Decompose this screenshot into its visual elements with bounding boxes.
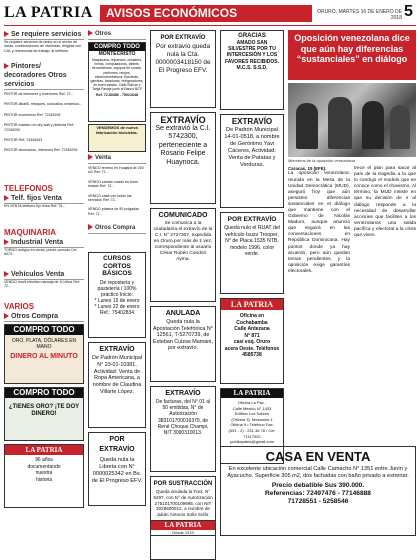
section-heading: Telf. fijos Venta xyxy=(4,194,84,204)
triangle-bullet-icon xyxy=(88,224,93,230)
ad-email: publilapatria@gmail.com xyxy=(230,439,274,445)
ad-line: N° 871 xyxy=(244,332,260,339)
section-heading: Industrial Venta xyxy=(4,238,84,248)
ad-text: Por extravío queda nula la Cta. 0000003418150 de El Progreso EFV. xyxy=(155,43,211,74)
person-silhouette xyxy=(390,105,410,149)
triangle-bullet-icon xyxy=(4,271,9,277)
promo-logo: LA PATRIA xyxy=(5,445,83,455)
bicycle-ad: VENDEMOS de nueva fabricación bicicletas. xyxy=(88,124,146,152)
triangle-bullet-icon xyxy=(4,313,9,319)
article-column xyxy=(354,166,416,429)
compro-todo-ad xyxy=(4,324,84,384)
ad-line: casi esq. Oruro xyxy=(233,339,271,345)
triangle-bullet-icon xyxy=(4,195,9,201)
ad-title: COMUNICADO xyxy=(158,212,208,219)
ad-text: Queda nula la Libreta con N° 0000025342 en Bs. de El Progreso EFV. xyxy=(91,457,143,484)
ad-ref: Ref.: 75402834 xyxy=(99,309,135,316)
triangle-bullet-icon xyxy=(4,63,9,69)
article-title: Oposición venezolana dice que aún hay diferencias “sustanciales” en diálogo xyxy=(288,30,416,80)
por-extravio-ad xyxy=(220,212,284,294)
ad-line: Oficina 9 • Teléfono Fax: xyxy=(230,422,274,428)
article-photo xyxy=(288,83,416,157)
ad-title: CASA EN VENTA xyxy=(265,449,371,464)
ad-text: Queda nulo el RUAT del vehículo Isuzu Trooper, N° de Placa 1535 NTB, modelo 1996, color verde. xyxy=(224,225,280,258)
classified-list xyxy=(88,166,146,224)
promo-line: historia xyxy=(35,476,53,483)
classified-item: PINTOR Ref: 74345343 xyxy=(4,138,43,143)
ad-title: ANULADA xyxy=(165,310,201,317)
article-column xyxy=(288,166,350,429)
column-2 xyxy=(88,30,146,536)
ad-title: POR EXTRAVÍO xyxy=(227,216,277,223)
ad-title: CURSOS CORTOS BÁSICOS xyxy=(102,255,132,277)
la-patria-mini-ad xyxy=(150,520,216,536)
classified-item: PINTOR albañil, retoques, colocados cerámica... xyxy=(4,102,82,107)
triangle-bullet-icon xyxy=(88,30,93,36)
ad-line: 71117920 xyxy=(243,433,261,439)
category-telefonos: TELEFONOS xyxy=(4,184,53,193)
article-body xyxy=(288,166,416,429)
ad-line: (Oficina 3). Mezanine 1 xyxy=(231,416,273,422)
ad-subtitle: MONTECRISTO xyxy=(98,51,136,57)
ad-text: ¿TIENES ORO? ¡TE DOY DINERO! xyxy=(8,404,80,417)
ad-logo: LA PATRIA xyxy=(151,521,215,530)
ad-title: EXTRAVÍO xyxy=(231,117,273,126)
column-1 xyxy=(4,30,84,535)
promo-line: 96 años xyxy=(35,457,53,463)
ad-text: Queda nula la Apostación Telefónica N° 12561, T-5270739, de Esteban Cuizas Mamani, por extravío. xyxy=(153,319,213,352)
section-heading: Venta xyxy=(88,154,146,164)
cursos-ad xyxy=(88,252,146,338)
ad-title: POR EXTRAVÍO xyxy=(160,35,206,41)
classified-item: VENDO terreno en Huajara de 200 m2 Ref: 72... xyxy=(88,166,144,175)
triangle-bullet-icon xyxy=(88,154,93,160)
section-heading: Se requiere servicios xyxy=(4,30,84,40)
ad-text: ORO, PLATA, DÓLARES EN MANO xyxy=(11,338,77,350)
classified-text: VENDO movil eléctrico naranja de 10 años Ref: 72... xyxy=(4,280,80,289)
ad-phone: Ref. 72.80386 - 75021648 xyxy=(96,92,138,97)
ad-subtitle: DINERO AL MINUTO xyxy=(10,353,78,360)
ad-text: Maquinaria, repuestos, celulares, líneas, computadoras, tablets, herramientas, equipos de sonido, perfumes, relojes, electrodomésticos, bicicletas, garrafas, lavadoras, refrigeradores, en buen estado. Calle Bolívar y Tarija Pasaje junto al Banco BCP xyxy=(90,58,144,92)
sustraccion-ad xyxy=(150,476,216,560)
news-article xyxy=(288,30,416,440)
ad-title: COMPRO TODO xyxy=(5,325,83,335)
ad-title: COMPRO TODO xyxy=(89,43,145,51)
classified-item: VENDO casa con todos los servicios Ref: 72... xyxy=(88,193,132,203)
gracias-ad xyxy=(220,30,284,110)
classified-list xyxy=(4,92,84,184)
triangle-bullet-icon xyxy=(4,239,9,245)
ad-line: acera Oeste. Teléfonos xyxy=(224,345,280,352)
article-dateline: Caracas, 15 (EFE). xyxy=(288,166,327,171)
classified-item: PINTOR maestro en dry wall y pinturas Ref: 72345292 xyxy=(4,123,74,132)
ad-line: Calle México N° 1433 xyxy=(232,405,272,411)
ad-line: (591 - 2) - 231 36 78 / Cel. xyxy=(228,427,276,433)
promo-line: documentando xyxy=(27,463,61,470)
photo-caption: Miembros de la oposición venezolana. xyxy=(288,158,357,163)
ad-ref: 71728551 - 5258546 xyxy=(287,498,349,505)
page-number: 5 xyxy=(404,3,413,20)
ad-line: Oficina La Paz - xyxy=(237,400,267,405)
classified-text: TORNO antiguo en venta, precio cómodo Cel. 6973... xyxy=(4,248,78,257)
section-title: AVISOS ECONÓMICOS xyxy=(100,5,312,22)
article-text: La oposición venezolana, reunida en la Mesa de la Unidad Democrática (MUD), aseguró hoy que aún persisten diferencias sustanciales en el diálogo que mantiene con el Gobierno de Nicolás Maduro, aunque anunció que seguirá en las conversaciones en República Dominicana. Hay puntos donde ya hay acuerdo, pero aún quedan temas pendientes, y la oposición exige garantías electorales. xyxy=(288,171,350,274)
ad-date: * Lunes 15 de enero xyxy=(94,297,140,304)
section-heading: Vehículos Venta xyxy=(4,270,84,280)
column-3 xyxy=(150,30,216,536)
ad-text: En excelente ubicación comercial Calle Camacho N° 1351 entre Junín y Ayacucho. Superficie 305 m2, dos fachadas con baño privado a estrenar. xyxy=(227,466,409,479)
person-silhouette xyxy=(296,103,318,149)
extravio-ad xyxy=(150,386,216,472)
ad-text: Se extravió la C.I. 5742300, perteneciente a Rosario Felipe Huaynoca. xyxy=(155,125,211,166)
section-heading: Otros xyxy=(88,30,146,40)
ad-title: COMPRO TODO xyxy=(5,388,83,398)
extravio-ad xyxy=(150,30,216,108)
classified-item: PINTOR de interiores y exteriores Ref: 72... xyxy=(4,92,74,96)
header-rule xyxy=(4,25,416,26)
ad-text: De repostería y pastelería / 100% práctico Inicio: xyxy=(97,279,137,298)
ad-title: GRACIAS xyxy=(238,33,266,39)
ad-line: Edificio Los Sobres xyxy=(234,411,270,417)
issue-date: ORURO, MARTES 16 DE ENERO DE 2018 xyxy=(317,9,402,21)
ad-text: Queda anulada la Fact. N° 5297, con N° de Autorización 275101700109995, con NIT 3028600012, a nombre de Julián Antonio Solís Solís. xyxy=(153,489,213,518)
extravio-ad xyxy=(150,112,216,204)
ad-line: 4585738 xyxy=(242,352,262,358)
ad-text: De Padrón Municipal N° 23-01-10381, Actividad: Venta de Ropa Americana, a nombre de Claudina Villarte López. xyxy=(91,355,143,395)
ad-logo: LA PATRIA xyxy=(221,299,283,310)
compro-todo-ad-2 xyxy=(4,387,84,441)
newspaper-logo: LA PATRIA xyxy=(4,4,93,21)
section-heading: Otros Compra xyxy=(4,312,84,322)
classified-item: VENDO plasma de 50 pulgadas Ref: 71... xyxy=(88,207,139,216)
classified-item: PINTOR económico Ref: 72345294 xyxy=(4,112,61,117)
ad-title: EXTRAVÍO xyxy=(99,346,135,353)
extravio-ad xyxy=(88,342,146,428)
ad-logo: LA PATRIA xyxy=(221,389,283,398)
category-varios: VARIOS xyxy=(4,302,35,311)
por-extravio-ad xyxy=(88,432,146,506)
ad-title: POR SUSTRACCIÓN xyxy=(153,481,213,487)
section-heading: Pintores/ decoradores Otros servicios xyxy=(4,62,84,90)
ad-date: * Lunes 22 de enero xyxy=(94,303,140,310)
classified-text: EN VENTA teléfono fijo línea Ref: 79... xyxy=(4,204,66,208)
category-maquinaria: MAQUINARIA xyxy=(4,228,56,237)
classified-text: Se requiere servicios de pintor en el sector de obras, construcciones de viviendas, dirigirse con CAL y referencias de trabajo, al teléfono. xyxy=(4,40,82,53)
la-patria-promo xyxy=(4,444,84,508)
classified-item: VENDO camión usado en buen estado Ref: 72... xyxy=(88,179,139,189)
ad-ref: Referencias: 72497476 - 77146888 xyxy=(265,490,371,497)
person-silhouette xyxy=(362,101,384,149)
anulada-ad xyxy=(150,306,216,382)
triangle-bullet-icon xyxy=(4,31,9,37)
ad-title: POR EXTRAVÍO xyxy=(99,436,135,453)
classified-item: PINTOR decoración, interiores Ref: 72345294 xyxy=(4,148,78,153)
ad-line: Calle Antezana xyxy=(234,326,270,332)
column-4 xyxy=(220,30,284,445)
ad-text: De facturas, del N° 01 al 50 emitidas, N° de Autorización 383101700016379, de René Choque Champi, NIT 3090310013. xyxy=(155,399,211,437)
ad-text: Desde 1919 xyxy=(172,530,194,535)
ad-text: Se comunica a la ciudadanía el extravío de la C.I. N° 2727307, expedida en Oruro por más de 1 vez, correspondiente al usuario César Rubén Condori Ayma. xyxy=(153,221,213,262)
section-heading: Otros Compra xyxy=(88,224,146,234)
person-silhouette xyxy=(328,97,352,149)
ad-line: Cochabamba xyxy=(236,319,268,326)
article-text: trece el plan para sacar al país de la tragedia a la que lo condujo el modelo que se conoce como el chavismo. Al término, la MUD insiste en que su decisión de ir al diálogo responde a la necesidad de desarrollar acciones que faciliten a los venezolanos una salida pacífica y electoral a la crisis que viven. xyxy=(354,166,416,239)
ad-line: Oficina en xyxy=(239,313,265,319)
extravio-ad xyxy=(220,114,284,208)
ad-text: AMADO SAN SILVESTRE POR TU INTERCESIÓN Y LOS FAVORES RECIBIDOS. M.C.S. S.S.D. xyxy=(224,40,280,71)
ad-title: EXTRAVÍO xyxy=(165,390,201,397)
casa-en-venta-ad xyxy=(220,446,416,536)
compro-montecristo-ad xyxy=(88,42,146,122)
ad-text: De Padrón Municipal 14-01-0518, a nombre de Gerónimo Yavi Cáceres, Actividad: Venta de Patatas y Verduras. xyxy=(224,127,280,168)
promo-line: nuestra xyxy=(35,470,53,476)
ad-title: EXTRAVÍO xyxy=(160,115,206,125)
la-patria-cochabamba-ad xyxy=(220,298,284,384)
ad-price: Precio debatible Sus 390.000. xyxy=(271,482,365,489)
comunicado-ad xyxy=(150,208,216,302)
